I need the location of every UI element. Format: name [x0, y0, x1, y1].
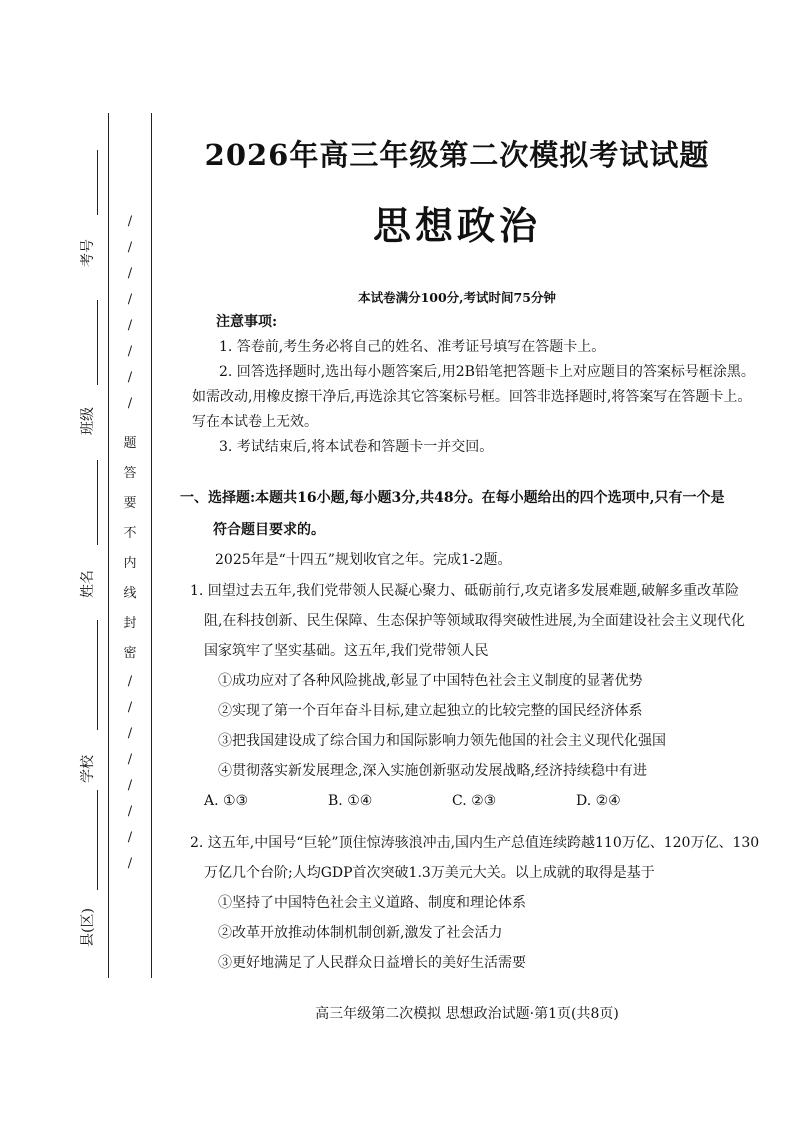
statement-option: ④贯彻落实新发展理念,深入实施创新驱动发展战略,经济持续稳中有进	[218, 763, 647, 779]
name-field[interactable]: 姓名	[80, 570, 96, 598]
question-stem: 2. 这五年,中国号“巨轮”顶住惊涛骇浪冲击,国内生产总值连续跨越110万亿、120万亿、130	[190, 835, 760, 851]
statement-option: ③更好地满足了人民群众日益增长的美好生活需要	[218, 955, 526, 971]
subject-title: 思想政治	[372, 203, 541, 248]
choice-c: C. ②③	[452, 793, 497, 809]
notes-heading: 注意事项:	[216, 314, 278, 330]
page-footer: 高三年级第二次模拟 思想政治试题·第1页(共8页)	[315, 1006, 619, 1022]
answer-choices	[190, 786, 768, 816]
margin-line-right	[151, 113, 152, 978]
class-field[interactable]: 班级	[80, 407, 96, 435]
seal-line-text: / / / / / / / / 题 答 要 不 内 线 封 密 / / / / / / / /	[123, 214, 137, 871]
note-item: 1. 答卷前,考生务必将自己的姓名、准考证号填写在答题卡上。	[219, 339, 606, 355]
field-underline	[97, 620, 98, 730]
group-intro: 2025年是“十四五”规划收官之年。完成1-2题。	[215, 552, 512, 568]
question-stem: 阻,在科技创新、民生保障、生态保护等领域取得突破性进展,为全面建设社会主义现代化	[204, 613, 745, 629]
statement-option: ②改革开放推动体制机制创新,激发了社会活力	[218, 925, 503, 941]
statement-option: ②实现了第一个百年奋斗目标,建立起独立的比较完整的国民经济体系	[218, 703, 643, 719]
section-heading: 一、选择题:本题共16小题,每小题3分,共48分。在每小题给出的四个选项中,只有一个是 符合题目要求的。	[180, 490, 725, 538]
exam-title: 2026年高三年级第二次模拟考试试题	[204, 138, 710, 172]
choice-d: D. ②④	[576, 793, 621, 809]
notes-block	[192, 310, 764, 460]
question-1	[190, 576, 768, 816]
field-underline	[97, 150, 98, 215]
question-stem: 国家筑牢了坚实基础。这五年,我们党带领人民	[204, 643, 489, 659]
question-2	[190, 828, 768, 978]
statement-option: ①成功应对了各种风险挑战,彰显了中国特色社会主义制度的显著优势	[218, 673, 643, 689]
question-stem: 1. 回望过去五年,我们党带领人民凝心聚力、砥砺前行,攻克诸多发展难题,破解多重改革险	[190, 583, 740, 599]
field-underline	[97, 790, 98, 890]
note-item: 2. 回答选择题时,选出每小题答案后,用2B铅笔把答题卡上对应题目的答案标号框涂黑。如需改动,用橡皮擦干净后,再选涂其它答案标号框。回答非选择题时,将答案写在答题卡上。写在本试卷上无效。	[192, 364, 755, 430]
margin-line-left	[108, 113, 109, 978]
choice-a: A. ①③	[204, 793, 249, 809]
field-underline	[97, 300, 98, 385]
statement-option: ①坚持了中国特色社会主义道路、制度和理论体系	[218, 895, 526, 911]
choice-b: B. ①④	[328, 793, 373, 809]
school-field[interactable]: 学校	[80, 755, 96, 783]
county-field[interactable]: 县(区)	[80, 908, 96, 947]
question-stem: 万亿几个台阶;人均GDP首次突破1.3万美元大关。以上成就的取得是基于	[204, 865, 655, 881]
field-underline	[97, 460, 98, 545]
statement-option: ③把我国建设成了综合国力和国际影响力领先他国的社会主义现代化强国	[218, 733, 666, 749]
exam-info: 本试卷满分100分,考试时间75分钟	[358, 290, 556, 305]
note-item: 3. 考试结束后,将本试卷和答题卡一并交回。	[219, 439, 494, 455]
exam-number-field[interactable]: 考号	[80, 239, 96, 267]
